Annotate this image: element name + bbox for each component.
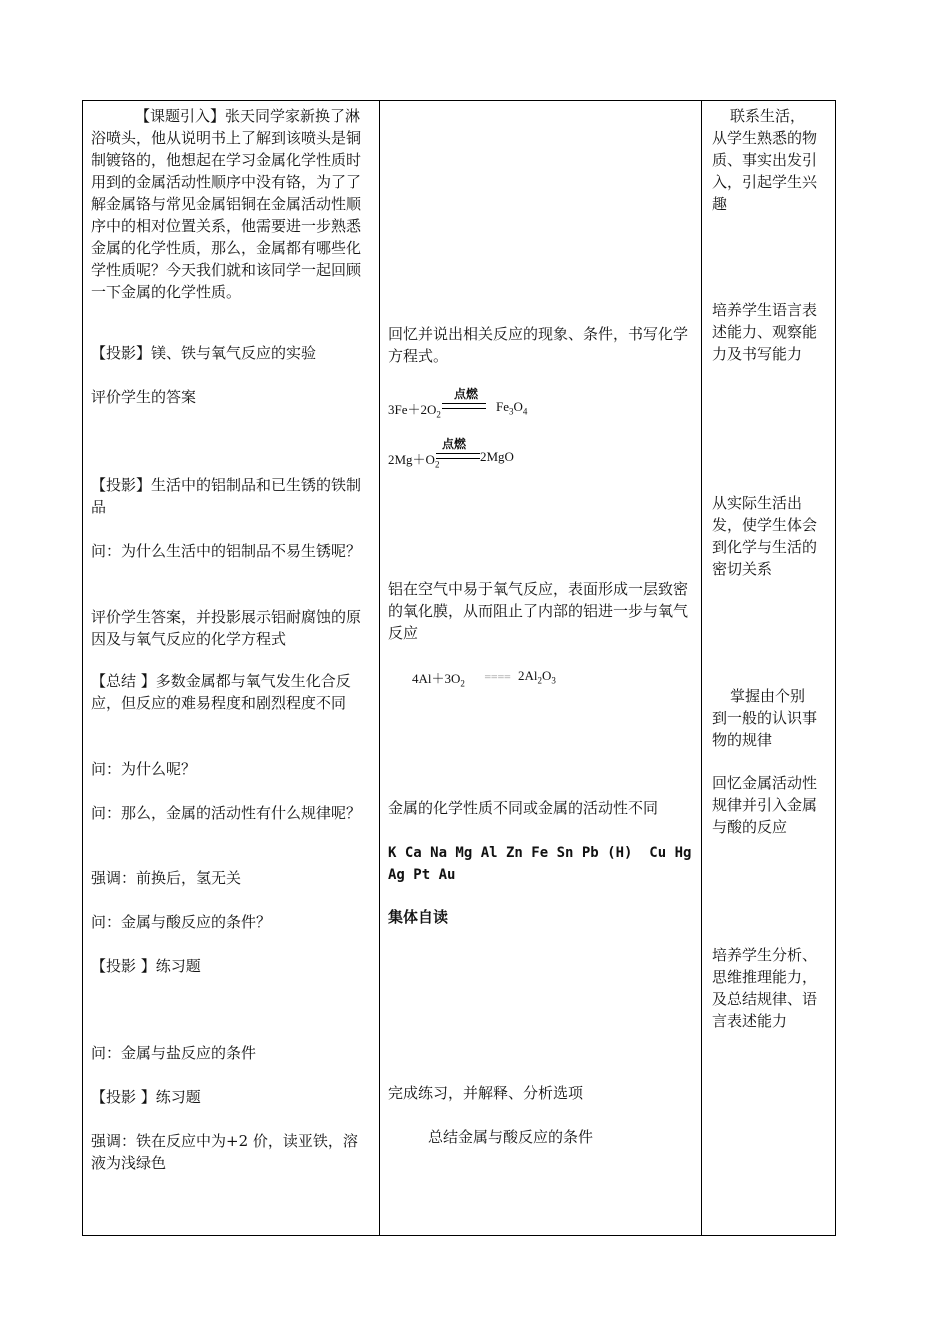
practice-text: 完成练习，并解释、分析选项 — [388, 1084, 584, 1102]
intro-paragraph — [91, 105, 363, 303]
intro-text: 张天同学家新换了淋浴喷头，他从说明书上了解到该喷头是铜制镀铬的，他想起在学习金属化学性质时用到的金属活动性顺序中没有铬，为了了解金属铬与常见金属铝铜在金属活动性顺序中的相对位置关系，他需要进一步熟悉金属的化学性质，那么，金属都有哪些化学性质呢？今天我们就和该同学一起回顾一下金属的化学性质。 — [91, 107, 362, 301]
eq3-equals: ==== — [484, 673, 511, 683]
eq2-products: 2MgO — [480, 449, 514, 464]
question-2: 问：为什么呢？ — [91, 760, 197, 778]
summary: 【总结 】多数金属都与氧气发生化合反应，但反应的难易程度和剧烈程度不同 — [91, 672, 351, 712]
eq1-reactants: $3Fe+2O_2$ — [388, 402, 441, 420]
projection-4: 【投影 】练习题 — [91, 1088, 201, 1106]
question-5: 问：金属与盐反应的条件 — [91, 1044, 257, 1062]
eq2-condition: 点燃 — [442, 437, 467, 451]
eq1-condition: 点燃 — [454, 387, 479, 401]
intent-3: 从实际生活出发，使学生体会到化学与生活的密切关系 — [712, 494, 818, 578]
eq3-reactants: $4Al+3O_2$ — [412, 671, 465, 689]
intent-4: 掌握由个别到一般的认识事物的规律 — [712, 687, 818, 749]
design-intent-column — [702, 101, 835, 1235]
emphasis-1: 强调：前换后，氢无关 — [91, 869, 242, 887]
projection-2: 【投影】生活中的铝制品和已生锈的铁制品 — [91, 476, 362, 516]
self-read: 集体自读 — [388, 908, 449, 926]
lesson-table — [82, 100, 836, 1236]
activity-text: 金属的化学性质不同或金属的活动性不同 — [388, 799, 659, 817]
evaluate-1: 评价学生的答案 — [91, 388, 197, 406]
eq2-double-line — [436, 453, 480, 459]
intent-6: 培养学生分析、思维推理能力，及总结规律、语言表述能力 — [712, 946, 818, 1030]
intro-label: 【课题引入】 — [135, 107, 226, 125]
question-4: 问：金属与酸反应的条件？ — [91, 913, 272, 931]
student-activity-column — [380, 101, 701, 1235]
projection-1: 【投影】镁、铁与氧气反应的实验 — [91, 344, 317, 362]
activity-series: K Ca Na Mg Al Zn Fe Sn Pb (H) Cu Hg Ag Pt Au — [388, 845, 700, 883]
teacher-activity-column — [83, 101, 379, 1235]
intent-1: 联系生活，从学生熟悉的物质、事实出发引入，引起学生兴趣 — [712, 107, 818, 213]
question-1: 问：为什么生活中的铝制品不易生锈呢？ — [91, 542, 362, 560]
recall-text: 回忆并说出相关反应的现象、条件，书写化学方程式。 — [388, 325, 689, 365]
eq1-products: $Fe_3O_4$ — [496, 399, 528, 417]
emphasis-2: 强调：铁在反应中为+2 价，读亚铁，溶液为浅绿色 — [91, 1132, 358, 1172]
eq3-products: $2Al_2O_3$ — [518, 668, 556, 686]
question-3: 问：那么，金属的活动性有什么规律呢？ — [91, 804, 362, 822]
eq1-double-line — [442, 403, 486, 409]
acid-condition-text: 总结金属与酸反应的条件 — [428, 1128, 594, 1146]
projection-3: 【投影 】练习题 — [91, 957, 201, 975]
intent-5: 回忆金属活动性规律并引入金属与酸的反应 — [712, 774, 818, 836]
eq2-reactants: $2Mg+O_2$ — [388, 452, 440, 470]
evaluate-2: 评价学生答案，并投影展示铝耐腐蚀的原因及与氧气反应的化学方程式 — [91, 608, 362, 648]
intent-2: 培养学生语言表述能力、观察能力及书写能力 — [712, 301, 818, 363]
aluminum-oxide-text: 铝在空气中易于氧气反应，表面形成一层致密的氧化膜，从而阻止了内部的铝进一步与氧气反应 — [388, 580, 689, 642]
